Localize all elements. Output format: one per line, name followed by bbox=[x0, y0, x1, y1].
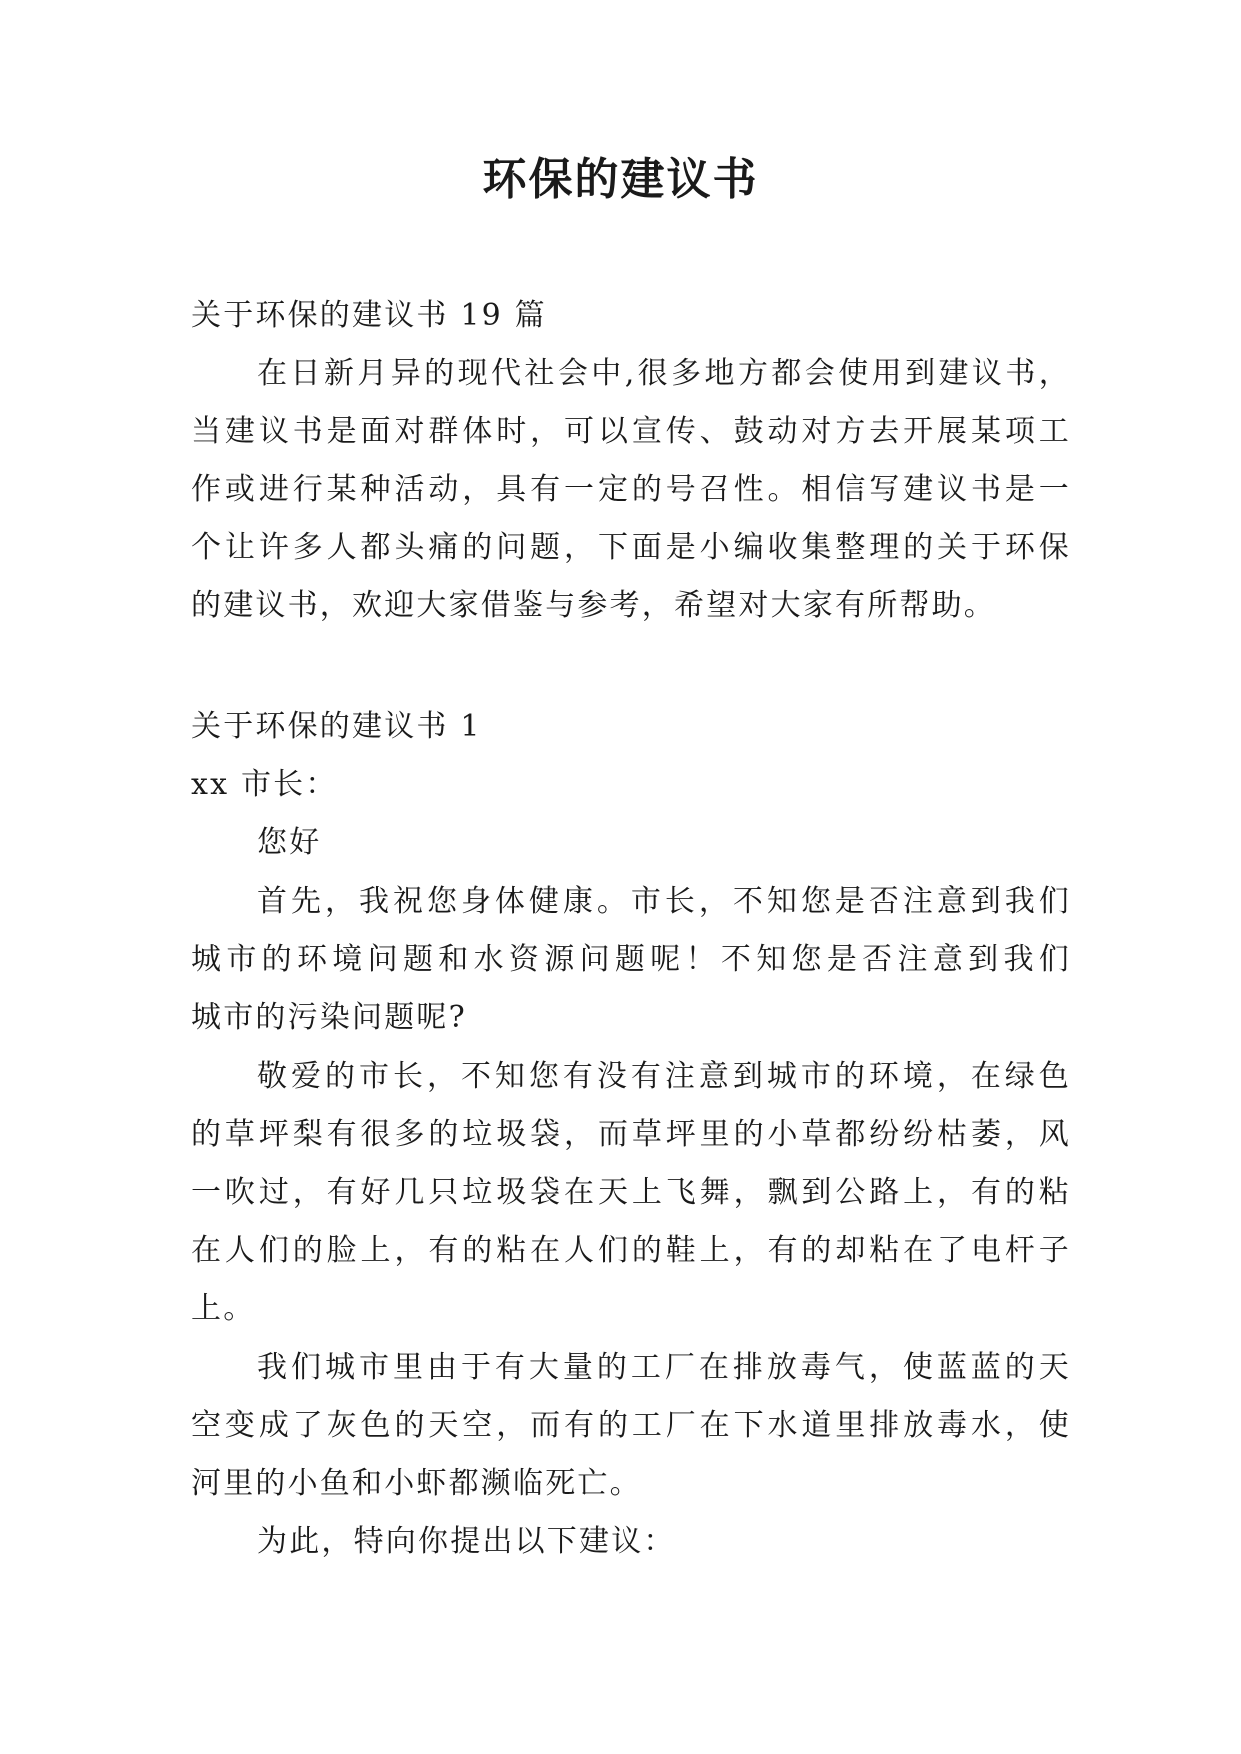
paragraph-line: 我们城市里由于有大量的工厂在排放毒气，使蓝蓝的天 bbox=[257, 1350, 1071, 1385]
paragraph-line: 首先，我祝您身体健康。市长，不知您是否注意到我们 bbox=[257, 884, 1071, 919]
paragraph-line: 一吹过，有好几只垃圾袋在天上飞舞，飘到公路上，有的粘 bbox=[191, 1175, 1071, 1210]
paragraph-line: 城市的环境问题和水资源问题呢！不知您是否注意到我们 bbox=[191, 942, 1071, 977]
paragraph-line: 敬爱的市长，不知您有没有注意到城市的环境，在绿色 bbox=[257, 1059, 1071, 1094]
greeting: 您好 bbox=[257, 825, 322, 860]
intro-line: 当建议书是面对群体时，可以宣传、鼓动对方去开展某项工 bbox=[191, 414, 1071, 449]
section-heading: 关于环保的建议书 1 bbox=[191, 709, 482, 744]
intro-line: 的建议书，欢迎大家借鉴与参考，希望对大家有所帮助。 bbox=[191, 588, 996, 623]
document-subtitle: 关于环保的建议书 19 篇 bbox=[191, 298, 547, 333]
paragraph-line: 在人们的脸上，有的粘在人们的鞋上，有的却粘在了电杆子 bbox=[191, 1233, 1071, 1268]
paragraph-line: 的草坪梨有很多的垃圾袋，而草坪里的小草都纷纷枯萎，风 bbox=[191, 1117, 1071, 1152]
salutation: xx 市长： bbox=[191, 767, 338, 802]
document-title: 环保的建议书 bbox=[482, 154, 759, 205]
intro-line: 作或进行某种活动，具有一定的号召性。相信写建议书是一 bbox=[191, 472, 1071, 507]
paragraph-line: 上。 bbox=[191, 1291, 256, 1326]
intro-line: 在日新月异的现代社会中,很多地方都会使用到建议书， bbox=[257, 356, 1071, 391]
paragraph-line: 为此，特向你提出以下建议： bbox=[257, 1524, 676, 1559]
paragraph-line: 空变成了灰色的天空，而有的工厂在下水道里排放毒水，使 bbox=[191, 1408, 1071, 1443]
intro-line: 个让许多人都头痛的问题，下面是小编收集整理的关于环保 bbox=[191, 530, 1071, 565]
paragraph-line: 河里的小鱼和小虾都濒临死亡。 bbox=[191, 1466, 642, 1501]
paragraph-line: 城市的污染问题呢? bbox=[191, 1000, 467, 1035]
